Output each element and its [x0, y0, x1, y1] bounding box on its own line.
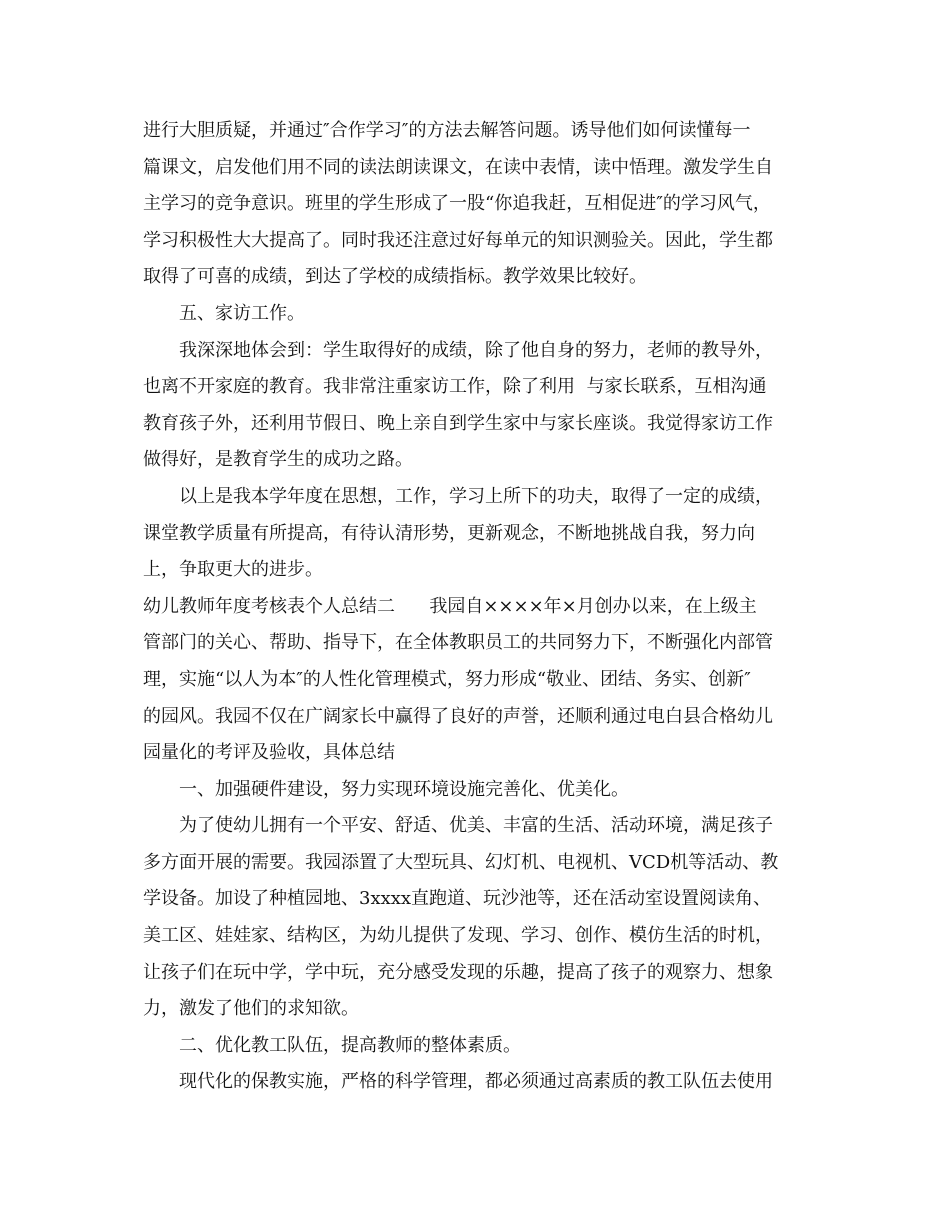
text-line: 主学习的竞争意识。班里的学生形成了一股“你追我赶，互相促进″的学习风气，	[143, 193, 771, 215]
text-line: 的园风。我园不仅在广阔家长中赢得了良好的声誉，还顺利通过电白县合格幼儿	[143, 705, 773, 727]
text-line: 以上是我本学年度在思想，工作，学习上所下的功夫，取得了一定的成绩，	[179, 485, 773, 507]
text-line: 我深深地体会到：学生取得好的成绩，除了他自身的努力，老师的教导外，	[179, 339, 773, 361]
text-line: 取得了可喜的成绩，到达了学校的成绩指标。教学效果比较好。	[143, 266, 647, 288]
text-line: 课堂教学质量有所提高，有待认清形势，更新观念，不断地挑战自我，努力向	[143, 522, 755, 544]
section-heading: 五、家访工作。	[179, 302, 305, 324]
text-line: 教育孩子外，还利用节假日、晚上亲自到学生家中与家长座谈。我觉得家访工作	[143, 412, 773, 434]
text-line: 上，争取更大的进步。	[143, 559, 323, 581]
document-body	[143, 113, 803, 1101]
text-line: 管部门的关心、帮助、指导下，在全体教职员工的共同努力下，不断强化内部管	[143, 632, 773, 654]
text-line: 也离不开家庭的教育。我非常注重家访工作，除了利用 与家长联系，互相沟通	[143, 376, 767, 398]
text-line: 让孩子们在玩中学，学中玩，充分感受发现的乐趣，提高了孩子的观察力、想象	[143, 961, 773, 983]
text-line: 园量化的考评及验收，具体总结	[143, 742, 395, 764]
text-line: 美工区、娃娃家、结构区，为幼儿提供了发现、学习、创作、模仿生活的时机，	[143, 925, 773, 947]
text-line: 现代化的保教实施，严格的科学管理，都必须通过高素质的教工队伍去使用	[179, 1071, 773, 1093]
section-heading: 二、优化教工队伍，提高教师的整体素质。	[179, 1034, 521, 1056]
document-subtitle-line: 幼儿教师年度考核表个人总结二 我园自××××年×月创办以来，在上级主	[143, 595, 757, 617]
text-line: 学设备。加设了种植园地、3xxxx直跑道、玩沙池等，还在活动室设置阅读角、	[143, 888, 772, 910]
text-line: 为了使幼儿拥有一个平安、舒适、优美、丰富的生活、活动环境，满足孩子	[179, 815, 773, 837]
section-heading: 一、加强硬件建设，努力实现环境设施完善化、优美化。	[179, 778, 629, 800]
text-line: 做得好，是教育学生的成功之路。	[143, 449, 413, 471]
text-line: 学习积极性大大提高了。同时我还注意过好每单元的知识测验关。因此，学生都	[143, 229, 773, 251]
text-line: 力，激发了他们的求知欲。	[143, 998, 359, 1020]
text-line: 多方面开展的需要。我园添置了大型玩具、幻灯机、电视机、VCD机等活动、教	[143, 851, 779, 873]
text-line: 进行大胆质疑，并通过″合作学习″的方法去解答问题。诱导他们如何读懂每一	[143, 120, 751, 141]
text-line: 篇课文，启发他们用不同的读法朗读课文，在读中表情，读中悟理。激发学生自	[143, 156, 773, 178]
text-line: 理，实施“以人为本″的人性化管理模式，努力形成“敬业、团结、务实、创新″	[143, 668, 751, 690]
